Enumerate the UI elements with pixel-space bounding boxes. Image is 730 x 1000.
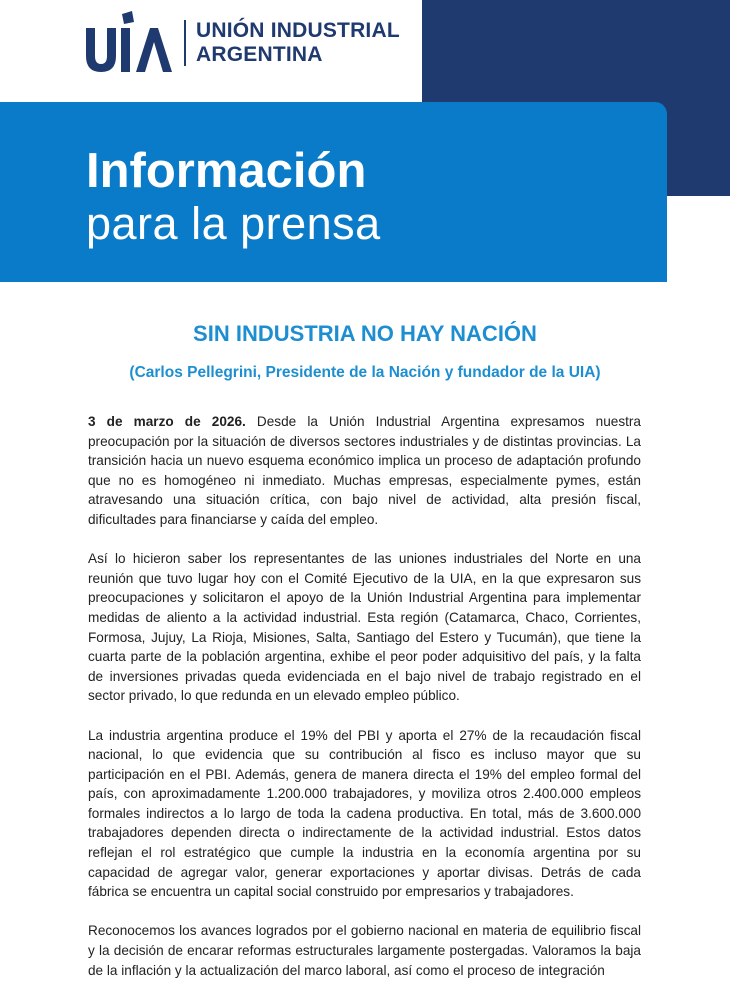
logo-line-2: ARGENTINA [196,43,323,66]
paragraph-1-text: Desde la Unión Industrial Argentina expresamos nuestra preocupación por la situación de diversos sectores industriales y de distintas provincias. La transición hacia un nuevo esquema económico implica un proceso de adaptación profundo que no es homogéneo ni inmediato. Muchas empresas, especialmente pymes, están atravesando una situación crítica, con bajo nivel de actividad, alta presión fiscal, dificultades para financiarse y caída del empleo. [88,414,641,527]
uia-logo-mark [84,10,174,76]
banner-subtitle: para la prensa [86,198,381,249]
paragraph-3: La industria argentina produce el 19% del PBI y aporta el 27% de la recaudación fiscal nacional, lo que evidencia que su contribución al fisco es incluso mayor que su participación en el PBI. Además, genera de manera directa el 19% del empleo formal del país, con aproximadamente 1.200.000 trabajadores, y moviliza otros 2.400.000 empleos formales indirectos a lo largo de toda la cadena productiva. En total, más de 3.600.000 trabajadores dependen directa o indirectamente de la actividad industrial. Estos datos reflejan el rol estratégico que cumple la industria en la economía argentina por su capacidad de agregar valor, generar exportaciones y aportar divisas. Detrás de cada fábrica se encuentra un capital social construido por empresarios y trabajadores. [88,727,641,900]
paragraph-1 [88,412,641,530]
article-headline: SIN INDUSTRIA NO HAY NACIÓN [193,321,537,346]
uia-logo [84,10,400,76]
logo-line-1: UNIÓN INDUSTRIAL [196,19,400,42]
paragraph-4: Reconocemos los avances logrados por el gobierno nacional en materia de equilibrio fiscal y la decisión de encarar reformas estructurales largamente postergadas. Valoramos la baja de la inflación y la actualización del marco laboral, así como el proceso de integración [88,923,641,978]
logo-wordmark [196,19,400,67]
paragraph-2: Así lo hicieron saber los representantes de las uniones industriales del Norte en una reunión que tuvo lugar hoy con el Comité Ejecutivo de la UIA, en la que expresaron sus preocupaciones y solicitaron el apoyo de la Unión Industrial Argentina para implementar medidas de aliento a la actividad industrial. Esta región (Catamarca, Chaco, Corrientes, Formosa, Jujuy, La Rioja, Misiones, Salta, Santiago del Estero y Tucumán), que tiene la cuarta parte de la población argentina, exhibe el peor poder adquisitivo del país, y la falta de inversiones privadas queda evidenciada en el bajo nivel de trabajo registrado en el sector privado, lo que redunda en un elevado empleo público. [88,551,641,704]
logo-divider [184,20,186,66]
article-subheadline: (Carlos Pellegrini, Presidente de la Nación y fundador de la UIA) [129,364,601,381]
article-body [88,412,641,1000]
article-date: 3 de marzo de 2026. [88,414,246,429]
banner-title: Información [86,144,367,198]
